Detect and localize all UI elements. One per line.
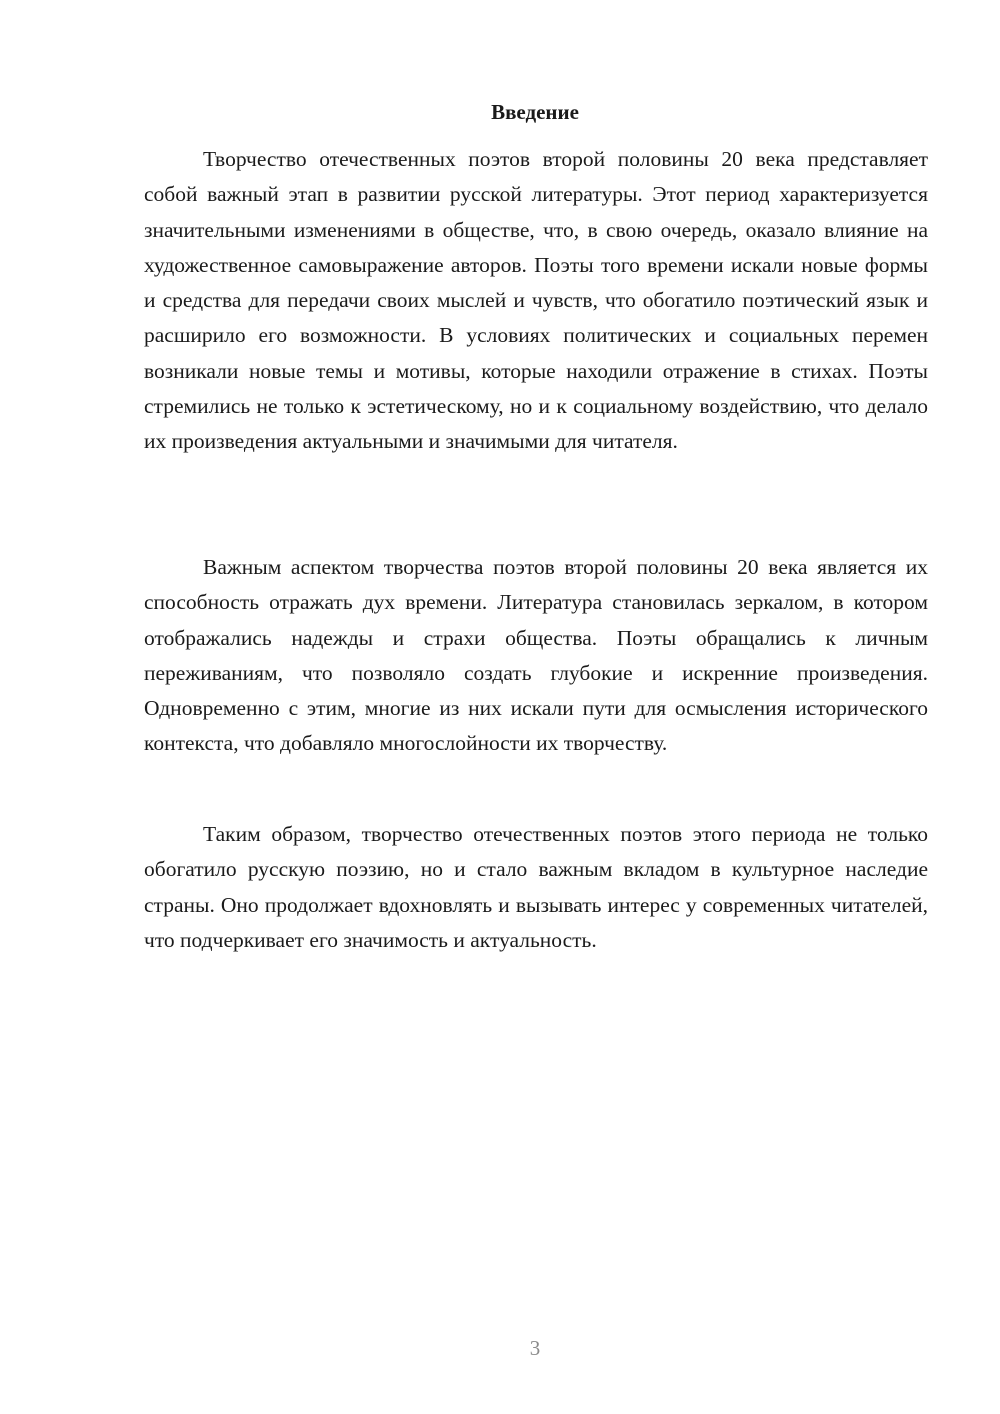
section-title: Введение bbox=[491, 100, 579, 124]
paragraph-3: Таким образом, творчество отечественных поэтов этого периода не только обогатило русскую поэзию, но и стало важным вкладом в культурное наследие страны. Оно продолжает вдохновлять и вызывать интерес у современных читателей, что подчеркивает его значимость и актуальность. bbox=[144, 822, 928, 952]
paragraph-1: Творчество отечественных поэтов второй половины 20 века представляет собой важный этап в развитии русской литературы. Этот период характеризуется значительными изменениями в обществе, что, в свою очередь, оказало влияние на художественное самовыражение авторов. Поэты того времени искали новые формы и средства для передачи своих мыслей и чувств, что обогатило поэтический язык и расширило его возможности. В условиях политических и социальных перемен возникали новые темы и мотивы, которые находили отражение в стихах. Поэты стремились не только к эстетическому, но и к социальному воздействию, что делало их произведения актуальными и значимыми для читателя. bbox=[144, 147, 928, 454]
page-number: 3 bbox=[529, 1336, 541, 1360]
paragraph-2: Важным аспектом творчества поэтов второй половины 20 века является их способность отражать дух времени. Литература становилась зеркалом, в котором отображались надежды и страхи общества. Поэты обращались к личным переживаниям, что позволяло создать глубокие и искренние произведения. Одновременно с этим, многие из них искали пути для осмысления исторического контекста, что добавляло многослойности их творчеству. bbox=[144, 555, 928, 756]
